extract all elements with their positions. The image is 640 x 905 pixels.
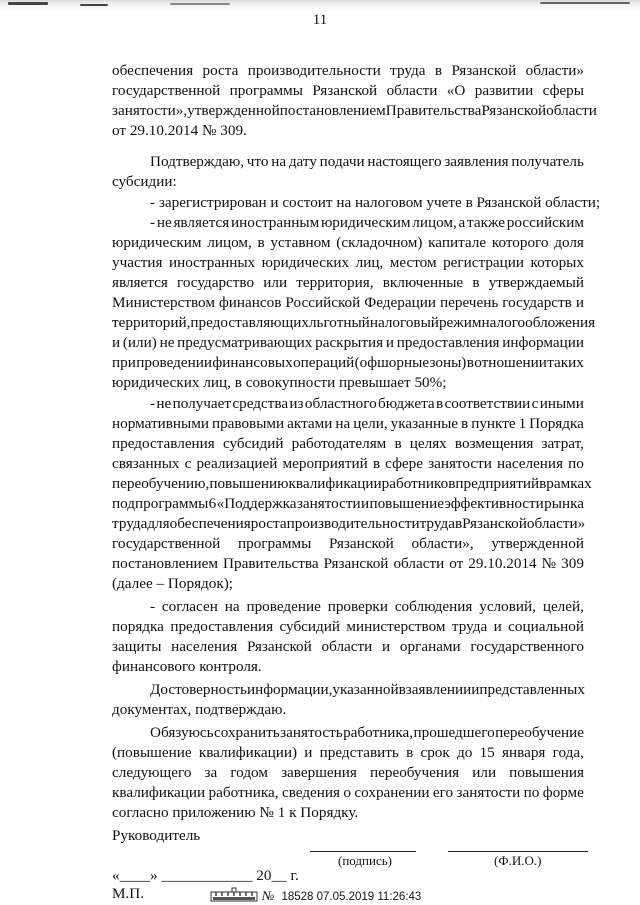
text-line: связанных с реализацией мероприятий в сфере занятости населения по bbox=[112, 455, 584, 472]
text-line: - не получает средства из областного бюджета в соответствии с иными bbox=[150, 395, 584, 412]
text-line: субсидии: bbox=[112, 173, 177, 190]
scan-mark bbox=[540, 2, 630, 4]
registry-stamp-icon bbox=[210, 886, 258, 902]
text-line: территорий, предоставляющих льготный налоговый режим налогообложения bbox=[112, 314, 596, 331]
seal-label: М.П. bbox=[112, 885, 145, 902]
text-line: Подтверждаю, что на дату подачи настоящего заявления получатель bbox=[150, 153, 584, 170]
text-line: нормативными правовыми актами на цели, указанные в пункте 1 Порядка bbox=[112, 415, 584, 432]
text-line: следующего за годом завершения переобучения или повышения bbox=[112, 764, 584, 781]
text-line: - согласен на проведение проверки соблюдения условий, целей, bbox=[150, 598, 584, 615]
text-line: от 29.10.2014 № 309. bbox=[112, 122, 247, 139]
text-line: при проведении финансовых операций (офшорные зоны) в отношении таких bbox=[112, 354, 584, 371]
text-line: и (или) не предусматривающих раскрытия и предоставления информации bbox=[112, 334, 584, 351]
name-line bbox=[448, 851, 588, 852]
text-line: предоставления субсидий работодателям в целях возмещения затрат, bbox=[112, 435, 584, 452]
text-line: юридическим лицом, в уставном (складочном) капитале которого доля bbox=[112, 234, 584, 251]
signer-role: Руководитель bbox=[112, 827, 201, 844]
text-line: государственной программы Рязанской области», утвержденной bbox=[112, 535, 584, 552]
scan-mark bbox=[8, 2, 48, 5]
text-line: согласно приложению № 1 к Порядку. bbox=[112, 804, 359, 821]
registration-stamp bbox=[262, 888, 421, 904]
text-line: участия иностранных юридических лиц, местом регистрации которых bbox=[112, 254, 584, 271]
text-line: Министерством финансов Российской Федерации перечень государств и bbox=[112, 294, 584, 311]
name-caption: (Ф.И.О.) bbox=[494, 853, 542, 868]
text-line: (повышение квалификации) и представить в срок до 15 января года, bbox=[112, 744, 584, 761]
registration-text: 18528 07.05.2019 11:26:43 bbox=[281, 891, 422, 903]
text-line: - не является иностранным юридическим лицом, а также российским bbox=[150, 214, 584, 231]
text-line: постановлением Правительства Рязанской области от 29.10.2014 № 309 bbox=[112, 555, 584, 572]
text-line: Обязуюсь сохранить занятость работника, прошедшего переобучение bbox=[150, 724, 584, 741]
text-line: занятости», утвержденной постановлением Правительства Рязанской области bbox=[112, 102, 597, 119]
text-line: обеспечения роста производительности труда в Рязанской области» bbox=[112, 62, 584, 79]
text-line: является государство или территория, включенные в утверждаемый bbox=[112, 274, 584, 291]
text-line: Достоверность информации, указанной в заявлении и представленных bbox=[150, 681, 585, 698]
text-line: (далее – Порядок); bbox=[112, 575, 234, 592]
text-line: подпрограммы 6 «Поддержка занятости и повышение эффективности рынка bbox=[112, 495, 584, 512]
text-line: труда для обеспечения роста производительности труда в Рязанской области» bbox=[112, 515, 586, 532]
signature-caption: (подпись) bbox=[338, 853, 392, 868]
page-number: 11 bbox=[312, 12, 328, 28]
date-line: «____» ____________ 20__ г. bbox=[112, 867, 299, 884]
number-sign-icon: № bbox=[262, 888, 275, 903]
text-line: - зарегистрирован и состоит на налоговом учете в Рязанской области; bbox=[150, 194, 601, 211]
scan-mark bbox=[170, 3, 230, 5]
text-line: государственной программы Рязанской области «О развитии сферы bbox=[112, 82, 584, 99]
text-line: переобучению, повышению квалификации работников предприятий в рамках bbox=[112, 475, 592, 492]
text-line: порядка предоставления субсидий министерством труда и социальной bbox=[112, 618, 584, 635]
text-line: финансового контроля. bbox=[112, 658, 262, 675]
text-line: квалификации работника, сведения о сохранении его занятости по форме bbox=[112, 784, 584, 801]
scan-mark bbox=[80, 4, 108, 6]
text-line: документах, подтверждаю. bbox=[112, 701, 287, 718]
text-line: юридических лиц, в совокупности превышает 50%; bbox=[112, 374, 447, 391]
text-line: защиты населения Рязанской области и органами государственного bbox=[112, 638, 584, 655]
signature-line bbox=[310, 851, 416, 852]
